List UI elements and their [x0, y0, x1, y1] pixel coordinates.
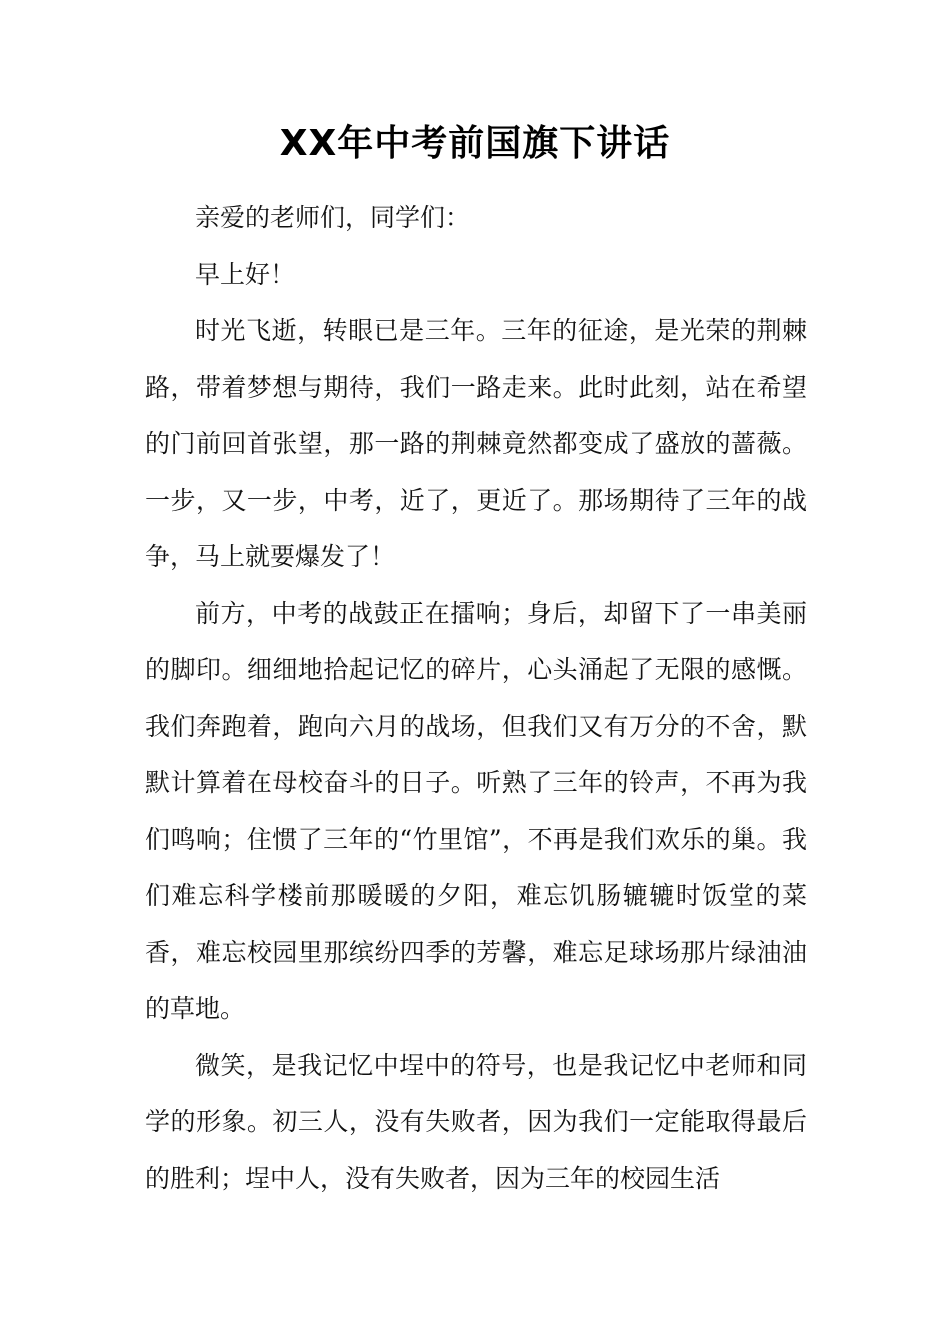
- paragraph-good-morning: 早上好！: [195, 259, 296, 289]
- document-title: XX年中考前国旗下讲话: [279, 123, 671, 164]
- paragraph-smile: 微笑，是我记忆中埕中的符号，也是我记忆中老师和同学的形象。初三人，没有失败者，因为我们一定能取得最后的胜利；埕中人，没有失败者，因为三年的校园生活: [145, 1050, 807, 1193]
- paragraph-time-flies: 时光飞逝，转眼已是三年。三年的征途，是光荣的荆棘路，带着梦想与期待，我们一路走来。此时此刻，站在希望的门前回首张望，那一路的荆棘竟然都变成了盛放的蔷薇。一步，又一步，中考，近了，更近了。那场期待了三年的战争，马上就要爆发了！: [145, 316, 807, 571]
- paragraph-memories: 前方，中考的战鼓正在擂响；身后，却留下了一串美丽的脚印。细细地拾起记忆的碎片，心头涌起了无限的感慨。我们奔跑着，跑向六月的战场，但我们又有万分的不舍，默默计算着在母校奋斗的日子。听熟了三年的铃声，不再为我们鸣响；住惯了三年的“竹里馆”，不再是我们欢乐的巢。我们难忘科学楼前那暖暖的夕阳，难忘饥肠辘辘时饭堂的菜香，难忘校园里那缤纷四季的芳馨，难忘足球场那片绿油油的草地。: [145, 598, 807, 1023]
- paragraph-greeting: 亲爱的老师们，同学们：: [195, 203, 471, 232]
- document-body: [145, 190, 807, 1207]
